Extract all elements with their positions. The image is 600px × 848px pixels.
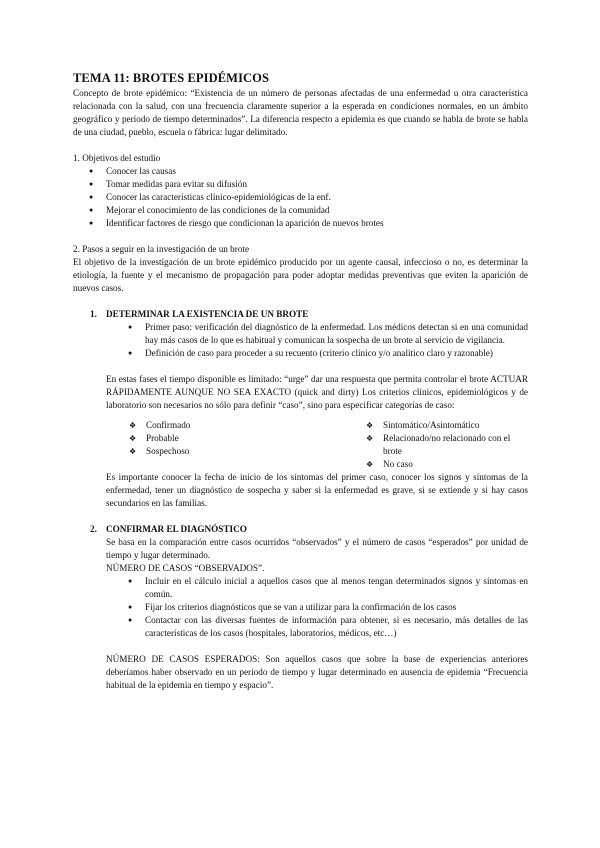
list-item: ❖ No caso	[366, 458, 516, 471]
list-item: ● Tomar medidas para evitar su difusión	[89, 178, 528, 191]
steps-paragraph: El objetivo de la investigación de un brote epidémico producido por un agente causal, infeccioso o no, es determinar la etiología, la fuente y el mecanismo de propagación para poder adoptar medidas preventivas que eviten la aparición de nuevos casos.	[73, 257, 528, 293]
section-1-heading	[73, 308, 528, 321]
section-number: 2.	[90, 524, 97, 534]
list-item: ❖ Confirmado	[129, 419, 366, 432]
document-page	[73, 70, 528, 692]
list-item: ● Fijar los criterios diagnósticos que se van a utilizar para la confirmación de los casos	[128, 601, 528, 614]
steps-heading: 2. Pasos a seguir en la investigación de un brote	[73, 244, 250, 254]
objectives-list	[73, 165, 528, 230]
list-item: ● Conocer las características clínico-epidemiológicas de la enf.	[89, 191, 528, 204]
categories-left	[129, 419, 366, 471]
list-item: ❖ Relacionado/no relacionado con el brote	[366, 432, 516, 458]
observed-heading: NÚMERO DE CASOS “OBSERVADOS”.	[106, 563, 265, 573]
list-item: ❖ Sintomático/Asintomático	[366, 419, 516, 432]
section-2-paragraph: Se basa en la comparación entre casos ocurridos “observados” y el número de casos “esperados” por unidad de tiempo y lugar determinado.	[106, 537, 528, 560]
section-2-heading	[73, 523, 528, 536]
objectives-heading: 1. Objetivos del estudio	[73, 153, 161, 163]
list-item: ● Definición de caso para proceder a su recuento (criterio clínico y/o analítico claro y razonable)	[128, 347, 528, 360]
list-item: ● Conocer las causas	[89, 165, 528, 178]
list-item: ● Contactar con las diversas fuentes de información para obtener, si es necesario, más detalles de las características de los casos (hospitales, laboratorios, médicos, etc…)	[128, 614, 528, 640]
section-1-paragraph-2: Es importante conocer la fecha de inicio de los síntomas del primer caso, conocer los signos y síntomas de la enfermedad, tener un diagnóstico de sospecha y saber si la enfermedad es grave, si se extiende y si hay casos secundarios en las familias.	[106, 472, 528, 508]
section-title: DETERMINAR LA EXISTENCIA DE UN BROTE	[106, 309, 309, 319]
section-number: 1.	[90, 309, 97, 319]
case-categories	[73, 419, 528, 471]
expected-paragraph: NÚMERO DE CASOS ESPERADOS: Son aquellos casos que sobre la base de experiencias anteriores deberíamos haber observado en un periodo de tiempo y lugar determinado en ausencia de epidemia “Frecuencia habitual de la epidemia en tiempo y espacio”.	[106, 654, 528, 690]
list-item: ❖ Sospechoso	[129, 445, 366, 458]
list-item: ● Incluir en el cálculo inicial a aquellos casos que al menos tengan determinados signos y síntomas en común.	[128, 575, 528, 601]
section-title: CONFIRMAR EL DIAGNÓSTICO	[106, 524, 247, 534]
list-item: ❖ Probable	[129, 432, 366, 445]
section-1-paragraph: En estas fases el tiempo disponible es limitado: “urge” dar una respuesta que permita controlar el brote ACTUAR RÁPIDAMENTE AUNQUE NO SEA EXACTO (quick and dirty) Los criterios clínicos, epidemiológicos y de laboratorio son necesarios no sólo para definir “caso”, sino para especificar categorías de caso:	[106, 374, 528, 410]
intro-paragraph: Concepto de brote epidémico: “Existencia de un número de personas afectadas de una enfermedad u otra característica relacionada con la salud, con una frecuencia claramente superior a la esperada en condiciones normales, en un ámbito geográfico y período de tiempo determinados”. La diferencia respecto a epidemia es que cuando se habla de brote se habla de una ciudad, pueblo, escuela o fábrica: lugar delimitado.	[73, 88, 528, 137]
list-item: ● Identificar factores de riesgo que condicionan la aparición de nuevos brotes	[89, 217, 528, 230]
page-title: TEMA 11: BROTES EPIDÉMICOS	[73, 71, 270, 85]
list-item: ● Mejorar el conocimiento de las condiciones de la comunidad	[89, 204, 528, 217]
section-2-bullets	[73, 575, 528, 640]
section-1-bullets	[73, 321, 528, 360]
categories-right	[366, 419, 516, 471]
list-item: ● Primer paso: verificación del diagnóstico de la enfermedad. Los médicos detectan si en una comunidad hay más casos de lo que es habitual y comunican la sospecha de un brote al servicio de vigilancia.	[128, 321, 528, 347]
